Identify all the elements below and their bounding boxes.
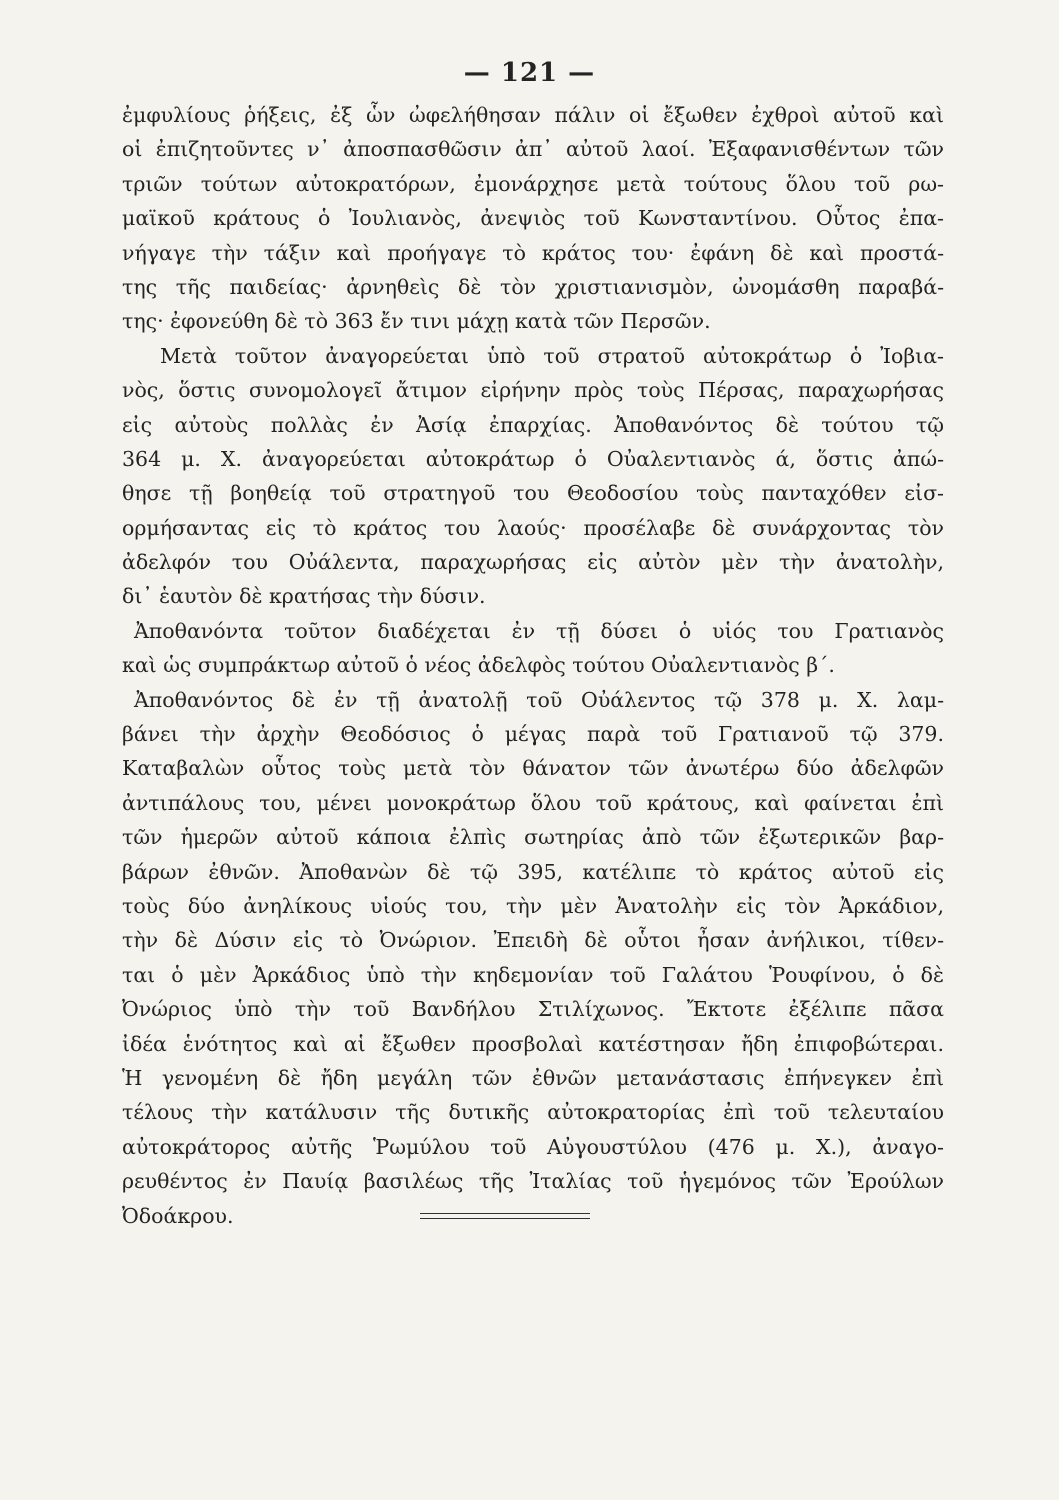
text-line: Ἡ γενομένη δὲ ἤδη μεγάλη τῶν ἐθνῶν μετανάστασις ἐπήνεγκεν ἐπὶ <box>122 1065 944 1090</box>
text-line: Ἀποθανόντα τοῦτον διαδέχεται ἐν τῇ δύσει ὁ υἱός του Γρατιανὸς <box>134 618 944 643</box>
text-line: της· ἐφονεύθη δὲ τὸ 363 ἔν τινι μάχῃ κατὰ τῶν Περσῶν. <box>122 309 711 334</box>
section-divider <box>420 1213 590 1219</box>
divider-rule-top <box>420 1213 590 1214</box>
text-line: τῶν ἡμερῶν αὐτοῦ κάποια ἐλπὶς σωτηρίας ἀπὸ τῶν ἐξωτερικῶν βαρ- <box>122 825 944 850</box>
text-line: Ἀποθανόντος δὲ ἐν τῇ ἀνατολῇ τοῦ Οὐάλεντος τῷ 378 μ. Χ. λαμ- <box>134 687 944 712</box>
text-line: Μετὰ τοῦτον ἀναγορεύεται ὑπὸ τοῦ στρατοῦ αὐτοκράτωρ ὁ Ἰοβια- <box>160 343 944 368</box>
text-line: βάρων ἐθνῶν. Ἀποθανὼν δὲ τῷ 395, κατέλιπε τὸ κράτος αὐτοῦ εἰς <box>122 859 944 884</box>
text-line: Ὀδοάκρου. <box>122 1203 234 1228</box>
text-line: νήγαγε τὴν τάξιν καὶ προήγαγε τὸ κράτος του· ἐφάνη δὲ καὶ προστά- <box>122 240 944 265</box>
text-line: της τῆς παιδείας· ἀρνηθεὶς δὲ τὸν χριστιανισμὸν, ὠνομάσθη παραβά- <box>122 274 944 299</box>
text-line: βάνει τὴν ἀρχὴν Θεοδόσιος ὁ μέγας παρὰ τοῦ Γρατιανοῦ τῷ 379. <box>122 722 944 747</box>
text-line: τὴν δὲ Δύσιν εἰς τὸ Ὀνώριον. Ἐπειδὴ δὲ οὗτοι ἦσαν ἀνήλικοι, τίθεν- <box>122 928 944 953</box>
text-line: ἰδέα ἑνότητος καὶ αἱ ἔξωθεν προσβολαὶ κατέστησαν ἤδη ἐπιφοβώτεραι. <box>122 1031 944 1056</box>
text-line: νὸς, ὅστις συνομολογεῖ ἄτιμον εἰρήνην πρὸς τοὺς Πέρσας, παραχωρήσας <box>122 378 944 403</box>
text-line: ορμήσαντας εἰς τὸ κράτος του λαούς· προσέλαβε δὲ συνάρχοντας τὸν <box>122 515 944 540</box>
text-line: εἰς αὐτοὺς πολλὰς ἐν Ἀσίᾳ ἐπαρχίας. Ἀποθανόντος δὲ τούτου τῷ <box>122 412 944 437</box>
text-line: ἐμφυλίους ῥήξεις, ἐξ ὧν ὠφελήθησαν πάλιν οἱ ἔξωθεν ἐχθροὶ αὐτοῦ καὶ <box>122 103 944 127</box>
text-line: αὐτοκράτορος αὐτῆς Ῥωμύλου τοῦ Αὐγουστύλου (476 μ. Χ.), ἀναγο- <box>122 1134 944 1159</box>
text-line: οἱ ἐπιζητοῦντες ν᾿ ἀποσπασθῶσιν ἀπ᾿ αὐτοῦ λαοί. Ἐξαφανισθέντων τῶν <box>122 137 944 162</box>
text-line: ρευθέντος ἐν Παυίᾳ βασιλέως τῆς Ἰταλίας τοῦ ἡγεμόνος τῶν Ἐρούλων <box>122 1169 944 1194</box>
text-line: ἀντιπάλους του, μένει μονοκράτωρ ὅλου τοῦ κράτους, καὶ φαίνεται ἐπὶ <box>122 790 944 815</box>
page-number: — 121 — <box>463 58 596 88</box>
text-line: 364 μ. Χ. ἀναγορεύεται αὐτοκράτωρ ὁ Οὐαλεντιανὸς ά, ὅστις ἀπώ- <box>122 446 944 471</box>
text-line: θησε τῇ βοηθείᾳ τοῦ στρατηγοῦ του Θεοδοσίου τοὺς πανταχόθεν εἰσ- <box>122 481 944 506</box>
text-line: ται ὁ μὲν Ἀρκάδιος ὑπὸ τὴν κηδεμονίαν τοῦ Γαλάτου Ῥουφίνου, ὁ δὲ <box>122 962 944 987</box>
text-line: τέλους τὴν κατάλυσιν τῆς δυτικῆς αὐτοκρατορίας ἐπὶ τοῦ τελευταίου <box>122 1100 944 1125</box>
text-line: Ὀνώριος ὑπὸ τὴν τοῦ Βανδήλου Στιλίχωνος. Ἔκτοτε ἐξέλιπε πᾶσα <box>122 997 944 1022</box>
text-line: μαϊκοῦ κράτους ὁ Ἰουλιανὸς, ἀνεψιὸς τοῦ Κωνσταντίνου. Οὗτος ἐπα- <box>122 206 944 231</box>
text-line: ἀδελφόν του Οὐάλεντα, παραχωρήσας εἰς αὐτὸν μὲν τὴν ἀνατολὴν, <box>122 550 944 575</box>
main-text <box>122 98 944 1233</box>
divider-rule-bottom <box>420 1218 590 1219</box>
text-line: δι᾿ ἑαυτὸν δὲ κρατήσας τὴν δύσιν. <box>122 584 486 609</box>
text-line: καὶ ὡς συμπράκτωρ αὐτοῦ ὁ νέος ἀδελφὸς τούτου Οὐαλεντιανὸς β΄. <box>122 653 835 678</box>
text-line: Καταβαλὼν οὗτος τοὺς μετὰ τὸν θάνατον τῶν ἀνωτέρω δύο ἀδελφῶν <box>122 756 944 781</box>
text-line: τριῶν τούτων αὐτοκρατόρων, ἐμονάρχησε μετὰ τούτους ὅλου τοῦ ρω- <box>122 171 944 196</box>
text-line: τοὺς δύο ἀνηλίκους υἱούς του, τὴν μὲν Ἀνατολὴν εἰς τὸν Ἀρκάδιον, <box>122 893 944 918</box>
